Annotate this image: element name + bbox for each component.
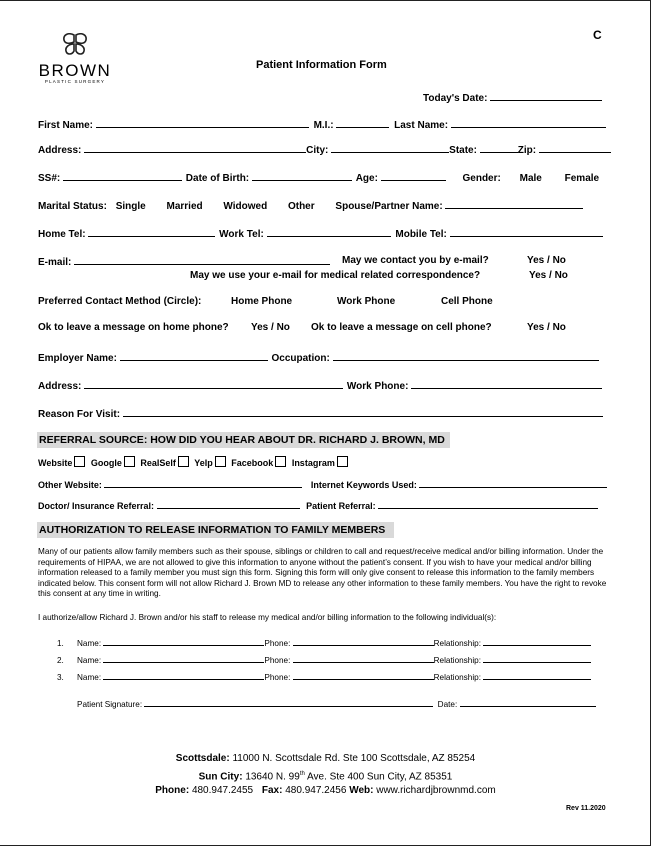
source-yelp-checkbox[interactable]: [215, 456, 226, 467]
contact-email-yes-no[interactable]: Yes / No: [527, 255, 566, 266]
other-website-field[interactable]: [104, 478, 302, 488]
referral-header: REFERRAL SOURCE: HOW DID YOU HEAR ABOUT DR. RICHARD J. BROWN, MD: [37, 432, 450, 448]
todays-date-label: Today's Date:: [423, 93, 488, 104]
logo-tagline: PLASTIC SURGERY: [44, 79, 106, 84]
authorization-header: AUTHORIZATION TO RELEASE INFORMATION TO FAMILY MEMBERS: [37, 522, 394, 538]
individual-row-2: [57, 653, 591, 665]
scottsdale-label: Scottsdale:: [175, 753, 230, 764]
male-option[interactable]: Male: [519, 173, 542, 184]
email-field[interactable]: [74, 255, 330, 265]
address-row: [38, 143, 611, 156]
footer-suncity: [0, 767, 651, 785]
city-label: City:: [306, 145, 329, 156]
occupation-label: Occupation:: [271, 353, 330, 364]
web-label: Web:: [349, 785, 374, 797]
widowed-option[interactable]: Widowed: [223, 201, 268, 212]
dob-label: Date of Birth:: [185, 173, 250, 184]
source-realself-checkbox[interactable]: [178, 456, 189, 467]
footer: [0, 752, 651, 799]
ok-cell-yes-no[interactable]: Yes / No: [527, 322, 566, 333]
gender-label: Gender:: [462, 173, 501, 184]
mi-label: M.I.:: [313, 120, 334, 131]
todays-date-field[interactable]: [490, 91, 602, 101]
home-tel-field[interactable]: [88, 227, 215, 237]
city-field[interactable]: [331, 143, 449, 153]
footer-contact: [0, 784, 651, 799]
employer-label: Employer Name:: [38, 353, 117, 364]
email-label: E-mail:: [38, 257, 72, 268]
referral-row: [38, 499, 598, 511]
authorization-statement: I authorize/allow Richard J. Brown and/or his staff to release my medical and/or billing information to the following individual(s):: [38, 613, 497, 622]
logo-name: BROWN: [38, 61, 112, 80]
work-tel-field[interactable]: [267, 227, 391, 237]
source-facebook-checkbox[interactable]: [275, 456, 286, 467]
source-website-checkbox[interactable]: [74, 456, 85, 467]
reason-label: Reason For Visit:: [38, 409, 121, 420]
doctor-referral-label: Doctor/ Insurance Referral:: [38, 501, 155, 511]
phone-label: Phone:: [264, 656, 291, 665]
revision-label: Rev 11.2020: [566, 805, 606, 812]
marital-row: [38, 199, 583, 212]
occupation-field[interactable]: [333, 351, 599, 361]
last-name-label: Last Name:: [394, 120, 449, 131]
ok-cell-question: Ok to leave a message on cell phone?: [311, 322, 492, 333]
work-address-field[interactable]: [84, 379, 343, 389]
mobile-tel-field[interactable]: [450, 227, 603, 237]
patient-referral-label: Patient Referral:: [306, 501, 376, 511]
phone-label: Phone:: [264, 639, 291, 648]
mi-field[interactable]: [336, 118, 389, 128]
brown-logo: [36, 33, 114, 84]
married-option[interactable]: Married: [166, 201, 203, 212]
row-number: 2.: [57, 656, 64, 665]
footer-scottsdale: [0, 752, 651, 767]
phone-value: 480.947.2455: [191, 785, 254, 797]
mobile-tel-label: Mobile Tel:: [395, 229, 447, 240]
individual-row-1: [57, 636, 591, 648]
employer-field[interactable]: [120, 351, 268, 361]
work-phone-option[interactable]: Work Phone: [337, 296, 396, 307]
butterfly-logo-icon: [59, 33, 91, 57]
contact-email-question: May we contact you by e-mail?: [342, 255, 489, 266]
name-label: Name:: [77, 673, 102, 682]
name-label: Name:: [77, 656, 102, 665]
individual-3-relationship-field[interactable]: [483, 670, 591, 680]
page-title: Patient Information Form: [256, 59, 387, 71]
marital-status-label: Marital Status:: [38, 201, 107, 212]
ok-home-question: Ok to leave a message on home phone?: [38, 322, 229, 333]
source-website-label: Website: [38, 458, 73, 468]
individual-2-phone-field[interactable]: [293, 653, 434, 663]
first-name-label: First Name:: [38, 120, 94, 131]
individual-1-name-field[interactable]: [103, 636, 264, 646]
name-row: [38, 118, 606, 131]
name-label: Name:: [77, 639, 102, 648]
signature-field[interactable]: [144, 697, 433, 707]
work-phone-label: Work Phone:: [346, 381, 409, 392]
pref-contact-label: Preferred Contact Method (Circle):: [38, 296, 202, 307]
source-yelp-label: Yelp: [194, 458, 213, 468]
signature-row: [77, 697, 596, 709]
source-instagram-label: Instagram: [291, 458, 335, 468]
state-field[interactable]: [480, 143, 518, 153]
patient-referral-field[interactable]: [378, 499, 598, 509]
other-option[interactable]: Other: [287, 201, 315, 212]
ok-home-yes-no[interactable]: Yes / No: [251, 322, 290, 333]
suncity-address-a: 13640 N. 99: [245, 770, 300, 782]
doctor-referral-field[interactable]: [157, 499, 300, 509]
keywords-field[interactable]: [419, 478, 607, 488]
other-website-row: [38, 478, 607, 490]
zip-field[interactable]: [539, 143, 611, 153]
keywords-label: Internet Keywords Used:: [310, 480, 417, 490]
fax-value: 480.947.2456: [285, 785, 347, 797]
relationship-label: Relationship:: [433, 656, 481, 665]
signature-date-label: Date:: [437, 700, 458, 709]
authorization-paragraph: Many of our patients allow family members such as their spouse, siblings or children to call and request/receive medical and/or billing information. Under the requirements of HIPAA, we are not allowed to give this information to anyone without the patient’s consent. If you wish to have your medical and/or billing information released to a family member you must sign this form. Signing this form will only give consent to release this information to the family members indicated below. This consent form will not allow Richard J. Brown MD to release any other information to these family members. You have the right to revoke this consent at any time in writing.: [38, 547, 607, 598]
fax-label: Fax:: [261, 785, 283, 797]
signature-date-field[interactable]: [460, 697, 596, 707]
work-tel-label: Work Tel:: [219, 229, 264, 240]
ss-field[interactable]: [63, 171, 182, 181]
dob-field[interactable]: [252, 171, 352, 181]
row-number: 3.: [57, 673, 64, 682]
source-realself-label: RealSelf: [140, 458, 176, 468]
female-option[interactable]: Female: [564, 173, 600, 184]
employer-row: [38, 351, 599, 364]
email-row: [38, 255, 330, 268]
web-link[interactable]: www.richardjbrownmd.com: [376, 785, 496, 797]
address-label: Address:: [38, 145, 82, 156]
ss-label: SS#:: [38, 173, 61, 184]
phones-row: [38, 227, 603, 240]
suncity-sup: th: [299, 770, 305, 777]
home-phone-option[interactable]: Home Phone: [231, 296, 293, 307]
todays-date-row: [423, 91, 602, 104]
age-field[interactable]: [381, 171, 446, 181]
cell-phone-option[interactable]: Cell Phone: [441, 296, 493, 307]
single-option[interactable]: Single: [115, 201, 146, 212]
address-field[interactable]: [84, 143, 306, 153]
signature-label: Patient Signature:: [77, 700, 143, 709]
phone-label: Phone:: [155, 785, 190, 797]
individual-1-relationship-field[interactable]: [483, 636, 591, 646]
ss-row: [38, 171, 599, 184]
spouse-field[interactable]: [445, 199, 583, 209]
relationship-label: Relationship:: [433, 673, 481, 682]
corner-letter: C: [593, 28, 602, 42]
medical-email-question: May we use your e-mail for medical related correspondence?: [190, 270, 481, 281]
relationship-label: Relationship:: [433, 639, 481, 648]
other-website-label: Other Website:: [38, 480, 102, 490]
work-address-row: [38, 379, 602, 392]
reason-field[interactable]: [123, 407, 603, 417]
source-instagram-checkbox[interactable]: [337, 456, 348, 467]
reason-row: [38, 407, 603, 420]
age-label: Age:: [355, 173, 378, 184]
work-phone-field[interactable]: [411, 379, 602, 389]
source-google-checkbox[interactable]: [124, 456, 135, 467]
individual-3-phone-field[interactable]: [293, 670, 434, 680]
referral-sources-row: [38, 456, 351, 468]
first-name-field[interactable]: [96, 118, 309, 128]
spouse-label: Spouse/Partner Name:: [335, 201, 443, 212]
source-facebook-label: Facebook: [231, 458, 274, 468]
last-name-field[interactable]: [451, 118, 606, 128]
source-google-label: Google: [90, 458, 122, 468]
individual-2-relationship-field[interactable]: [483, 653, 591, 663]
state-label: State:: [449, 145, 477, 156]
home-tel-label: Home Tel:: [38, 229, 86, 240]
work-address-label: Address:: [38, 381, 82, 392]
medical-email-yes-no[interactable]: Yes / No: [529, 270, 568, 281]
suncity-address-b: Ave. Ste 400 Sun City, AZ 85351: [304, 770, 453, 782]
scottsdale-address: 11000 N. Scottsdale Rd. Ste 100 Scottsdale, AZ 85254: [232, 753, 476, 764]
individual-3-name-field[interactable]: [103, 670, 264, 680]
individual-2-name-field[interactable]: [103, 653, 264, 663]
zip-label: Zip:: [517, 145, 537, 156]
row-number: 1.: [57, 639, 64, 648]
suncity-label: Sun City:: [198, 770, 243, 782]
individual-1-phone-field[interactable]: [293, 636, 434, 646]
phone-label: Phone:: [264, 673, 291, 682]
individual-row-3: [57, 670, 591, 682]
